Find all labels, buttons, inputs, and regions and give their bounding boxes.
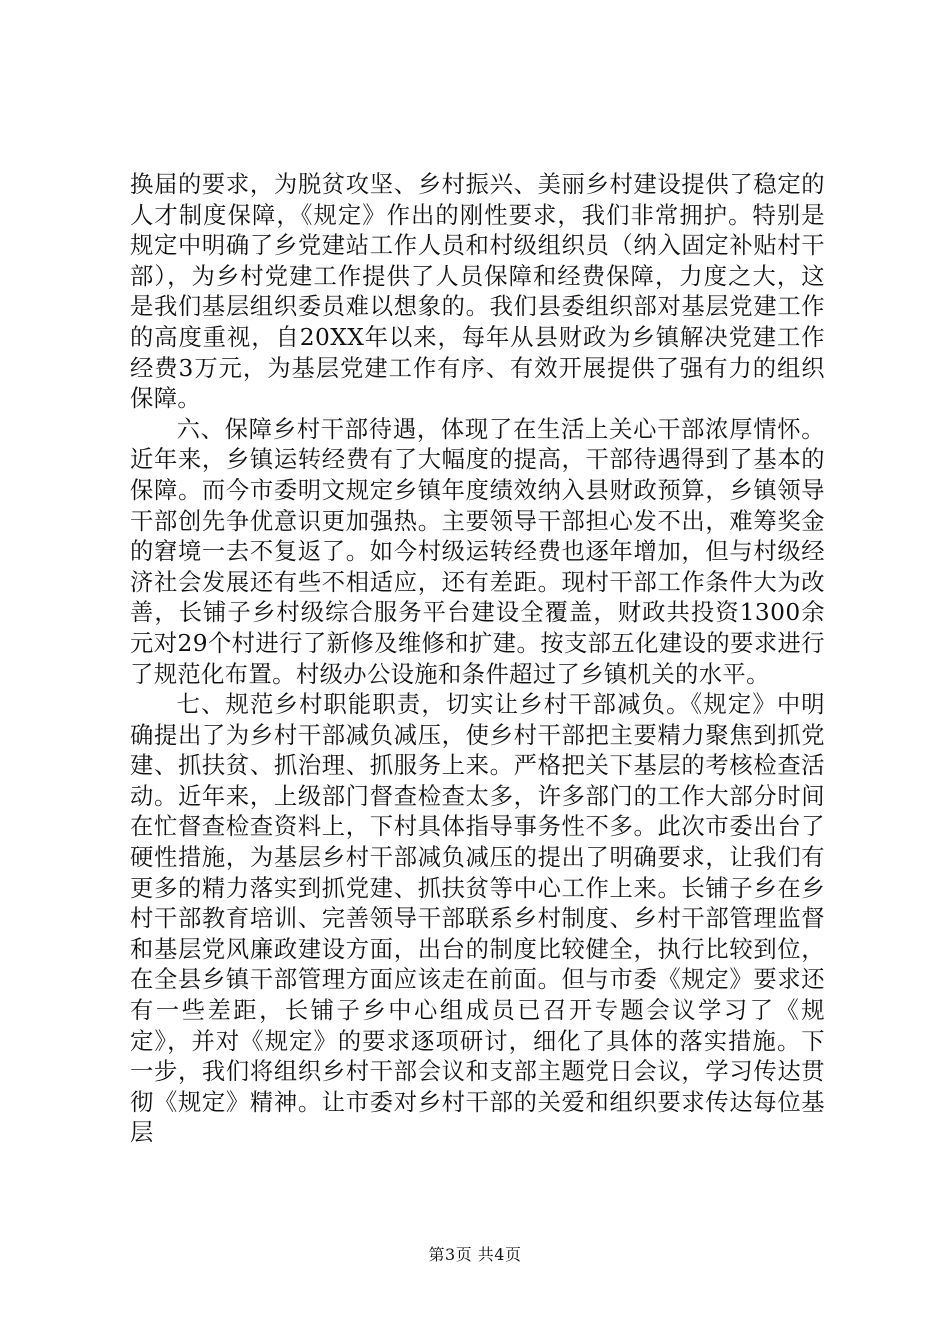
paragraph-continuation: 换届的要求，为脱贫攻坚、乡村振兴、美丽乡村建设提供了稳定的人才制度保障，《规定》作出的刚性要求，我们非常拥护。特别是规定中明确了乡党建站工作人员和村级组织员（纳入固定补贴村干部），为乡村党建工作提供了人员保障和经费保障，力度之大，这是我们基层组织委员难以想象的。我们县委组织部对基层党建工作的高度重视，自20XX年以来，每年从县财政为乡镇解决党建工作经费3万元，为基层党建工作有序、有效开展提供了强有力的组织保障。 — [130, 171, 825, 413]
page-number-footer: 第3页 共4页 — [428, 1245, 522, 1264]
paragraph-section-six: 六、保障乡村干部待遇，体现了在生活上关心干部浓厚情怀。近年来，乡镇运转经费有了大幅度的提高，干部待遇得到了基本的保障。而今市委明文规定乡镇年度绩效纳入县财政预算，乡镇领导干部创先争优意识更加强热。主要领导干部担心发不出，难筹奖金的窘境一去不复返了。如今村级运转经费也逐年增加，但与村级经济社会发展还有些不相适应，还有差距。现村干部工作条件大为改善，长铺子乡村级综合服务平台建设全覆盖，财政共投资1300余元对29个村进行了新修及维修和扩建。按支部五化建设的要求进行了规范化布置。村级办公设施和条件超过了乡镇机关的水平。 — [130, 415, 825, 688]
paragraph-section-seven: 七、规范乡村职能职责，切实让乡村干部减负。《规定》中明确提出了为乡村干部减负减压，使乡村干部把主要精力聚焦到抓党建、抓扶贫、抓治理、抓服务上来。严格把关下基层的考核检查活动。近年来，上级部门督查检查太多，许多部门的工作大部分时间在忙督查检查资料上，下村具体指导事务性不多。此次市委出台了硬性措施，为基层乡村干部减负减压的提出了明确要求，让我们有更多的精力落实到抓党建、抓扶贫等中心工作上来。长铺子乡在乡村干部教育培训、完善领导干部联系乡村制度、乡村干部管理监督和基层党风廉政建设方面，出台的制度比较健全，执行比较到位，在全县乡镇干部管理方面应该走在前面。但与市委《规定》要求还有一些差距，长铺子乡中心组成员已召开专题会议学习了《规定》，并对《规定》的要求逐项研讨，细化了具体的落实措施。下一步，我们将组织乡村干部会议和支部主题党日会议，学习传达贯彻《规定》精神。让市委对乡村干部的关爱和组织要求传达每位基层 — [130, 691, 825, 1147]
document-body — [130, 170, 825, 1149]
